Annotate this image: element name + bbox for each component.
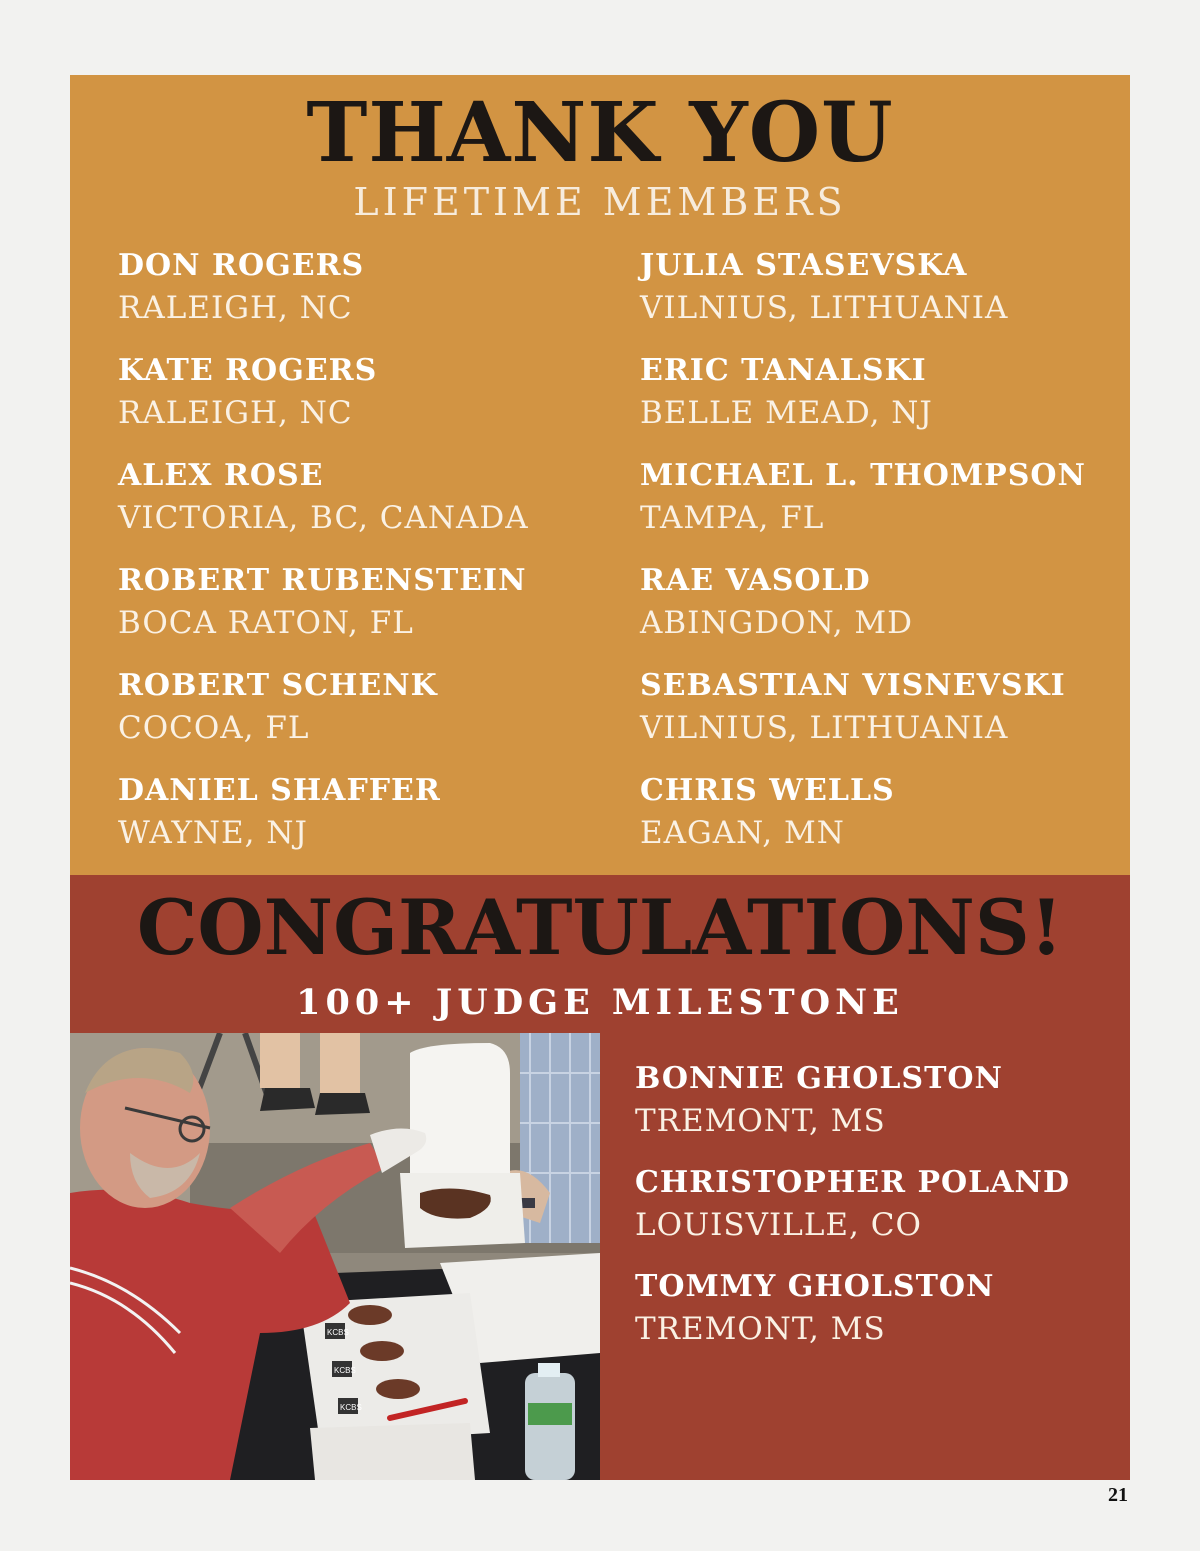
judge-entry: [635, 1164, 1070, 1268]
member-entry: [118, 772, 529, 877]
member-location: RALEIGH, NC: [118, 395, 353, 431]
member-name: ROBERT SCHENK: [118, 668, 438, 703]
judge-location: LOUISVILLE, CO: [635, 1207, 922, 1243]
member-name: ALEX ROSE: [118, 458, 324, 493]
judge-milestone-panel: [70, 875, 1130, 1480]
member-location: ABINGDON, MD: [640, 605, 914, 641]
member-entry: [640, 772, 1086, 877]
members-left-column: [118, 247, 529, 877]
judging-photo: [70, 1033, 600, 1480]
member-name: MICHAEL L. THOMPSON: [640, 458, 1086, 493]
member-name: DON ROGERS: [118, 248, 365, 283]
member-entry: [640, 667, 1086, 772]
member-location: RALEIGH, NC: [118, 290, 353, 326]
judge-location: TREMONT, MS: [635, 1311, 886, 1347]
member-entry: [640, 352, 1086, 457]
judge-entry: [635, 1268, 1070, 1372]
member-name: RAE VASOLD: [640, 563, 871, 598]
member-name: JULIA STASEVSKA: [640, 248, 968, 283]
member-location: VICTORIA, BC, CANADA: [118, 500, 529, 536]
milestone-subtitle: 100+ JUDGE MILESTONE: [296, 982, 904, 1023]
congratulations-title: CONGRATULATIONS!: [136, 883, 1064, 972]
judge-location: TREMONT, MS: [635, 1103, 886, 1139]
lifetime-members-subtitle: LIFETIME MEMBERS: [353, 180, 847, 224]
member-entry: [118, 457, 529, 562]
lifetime-members-panel: [70, 75, 1130, 875]
member-name: KATE ROGERS: [118, 353, 378, 388]
member-location: COCOA, FL: [118, 710, 310, 746]
member-entry: [640, 457, 1086, 562]
member-entry: [118, 247, 529, 352]
page-number: 21: [1108, 1484, 1128, 1506]
member-entry: [640, 562, 1086, 667]
member-name: SEBASTIAN VISNEVSKI: [640, 668, 1066, 703]
member-location: VILNIUS, LITHUANIA: [640, 710, 1009, 746]
member-entry: [118, 562, 529, 667]
member-name: DANIEL SHAFFER: [118, 773, 441, 808]
thank-you-title: THANK YOU: [306, 85, 894, 181]
member-name: ROBERT RUBENSTEIN: [118, 563, 527, 598]
member-location: BOCA RATON, FL: [118, 605, 414, 641]
photo-label-kcbs: KCBS: [334, 1366, 356, 1375]
members-right-column: [640, 247, 1086, 877]
member-name: CHRIS WELLS: [640, 773, 895, 808]
photo-label-kcbs: KCBS: [327, 1328, 349, 1337]
milestone-judges-list: [635, 1060, 1070, 1372]
member-location: EAGAN, MN: [640, 815, 845, 851]
photo-label-kcbs: KCBS: [340, 1403, 362, 1412]
judge-name: TOMMY GHOLSTON: [635, 1269, 995, 1304]
member-entry: [118, 667, 529, 772]
judge-name: CHRISTOPHER POLAND: [635, 1165, 1070, 1200]
member-location: VILNIUS, LITHUANIA: [640, 290, 1009, 326]
member-location: BELLE MEAD, NJ: [640, 395, 933, 431]
member-location: TAMPA, FL: [640, 500, 825, 536]
member-entry: [118, 352, 529, 457]
member-name: ERIC TANALSKI: [640, 353, 927, 388]
judge-name: BONNIE GHOLSTON: [635, 1061, 1003, 1096]
member-entry: [640, 247, 1086, 352]
judge-entry: [635, 1060, 1070, 1164]
member-location: WAYNE, NJ: [118, 815, 308, 851]
